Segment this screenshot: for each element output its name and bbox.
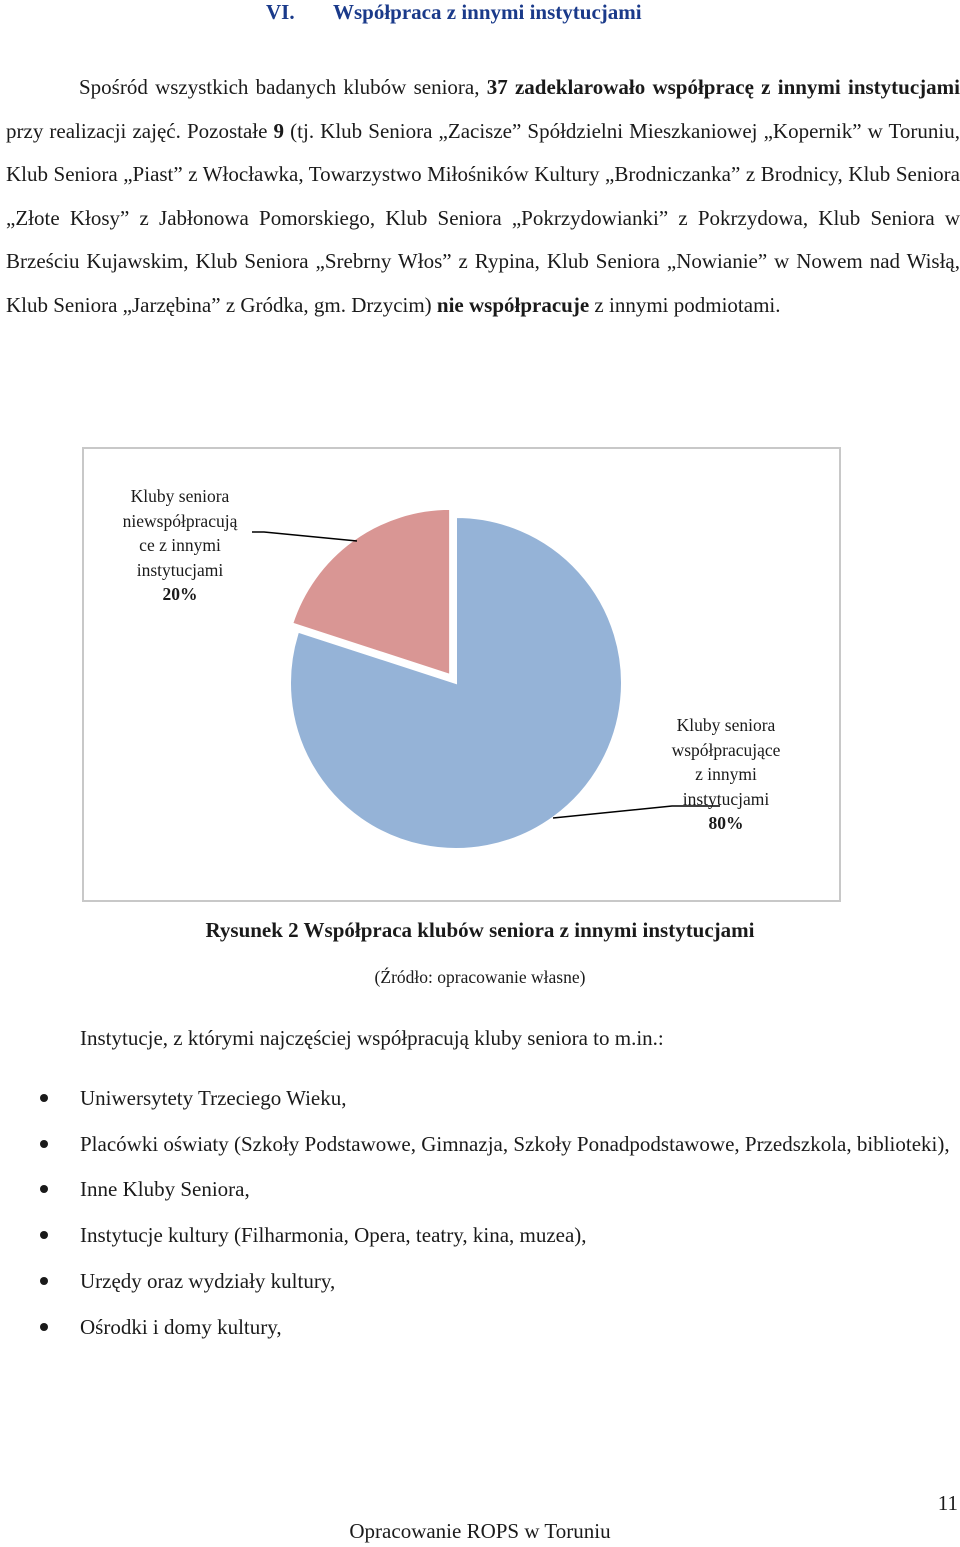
slice-percent: 20% xyxy=(162,584,198,604)
label-line: instytucjami xyxy=(682,788,770,809)
label-line: współpracujące xyxy=(671,739,781,760)
paragraph-text-1: Spośród wszystkich badanych klubów seniora, xyxy=(79,75,487,99)
bullet-icon xyxy=(40,1094,48,1102)
list-item: Instytucje kultury (Filharmonia, Opera, teatry, kina, muzea), xyxy=(0,1213,960,1257)
list-item: Inne Kluby Seniora, xyxy=(0,1167,960,1211)
page-footer: Opracowanie ROPS w Toruniu xyxy=(349,1519,611,1543)
bullet-icon xyxy=(40,1323,48,1331)
label-line: Kluby seniora xyxy=(676,715,776,735)
list-item: Uniwersytety Trzeciego Wieku, xyxy=(0,1076,960,1120)
bullet-icon xyxy=(40,1231,48,1239)
paragraph-bold-2: 9 xyxy=(273,118,285,143)
bullet-icon xyxy=(40,1277,48,1285)
label-line: instytucjami xyxy=(136,559,224,580)
section-title: Współpraca z innymi instytucjami xyxy=(333,0,642,24)
bullet-icon xyxy=(40,1185,48,1193)
paragraph-bold-1: 37 zadeklarowało współpracę z innymi instytucjami xyxy=(486,75,960,99)
intro-paragraph xyxy=(6,66,960,327)
slice-label-cooperating xyxy=(646,713,806,836)
institutions-list xyxy=(0,1076,960,1349)
figure-source: (Źródło: opracowanie własne) xyxy=(374,967,586,987)
list-item: Ośrodki i domy kultury, xyxy=(0,1305,960,1349)
label-line: ce z innymi xyxy=(139,535,221,555)
list-item: Placówki oświaty (Szkoły Podstawowe, Gimnazja, Szkoły Ponadpodstawowe, Przedszkola, biblioteki), xyxy=(0,1122,960,1166)
label-line: Kluby seniora xyxy=(130,486,230,506)
paragraph-text-4: z innymi podmiotami. xyxy=(589,292,781,317)
list-intro: Instytucje, z którymi najczęściej współpracują kluby seniora to m.in.: xyxy=(80,1026,664,1050)
figure-caption: Rysunek 2 Współpraca klubów seniora z innymi instytucjami xyxy=(205,918,755,942)
slice-label-noncooperating xyxy=(100,484,260,607)
section-number: VI. xyxy=(266,0,295,24)
list-item: Urzędy oraz wydziały kultury, xyxy=(0,1259,960,1303)
page-number: 11 xyxy=(937,1491,958,1515)
slice-percent: 80% xyxy=(708,813,744,833)
paragraph-bold-3: nie współpracuje xyxy=(436,292,590,317)
paragraph-text-3: (tj. Klub Seniora „Zacisze” Spółdzielni Mieszkaniowej „Kopernik” w Toruniu, Klub Seniora „Piast” z Włocławka, Towarzystwo Miłośników Kultury „Brodniczanka” z Brodnicy, Klub Seniora „Złote Kłosy” z Jabłonowa Pomorskiego, Klub Seniora „Pokrzydowianki” z Pokrzydowa, Klub Seniora w Brześciu Kujawskim, Klub Seniora „Srebrny Włos” z Rypina, Klub Seniora „Nowianie” w Nowem nad Wisłą, Klub Seniora „Jarzębina” z Gródka, gm. Drzycim) xyxy=(6,118,960,317)
bullet-icon xyxy=(40,1140,48,1148)
label-line: z innymi xyxy=(695,764,757,784)
section-heading xyxy=(0,0,960,26)
label-line: niewspółpracują xyxy=(122,510,238,531)
paragraph-text-2: przy realizacji zajęć. Pozostałe xyxy=(6,118,274,143)
